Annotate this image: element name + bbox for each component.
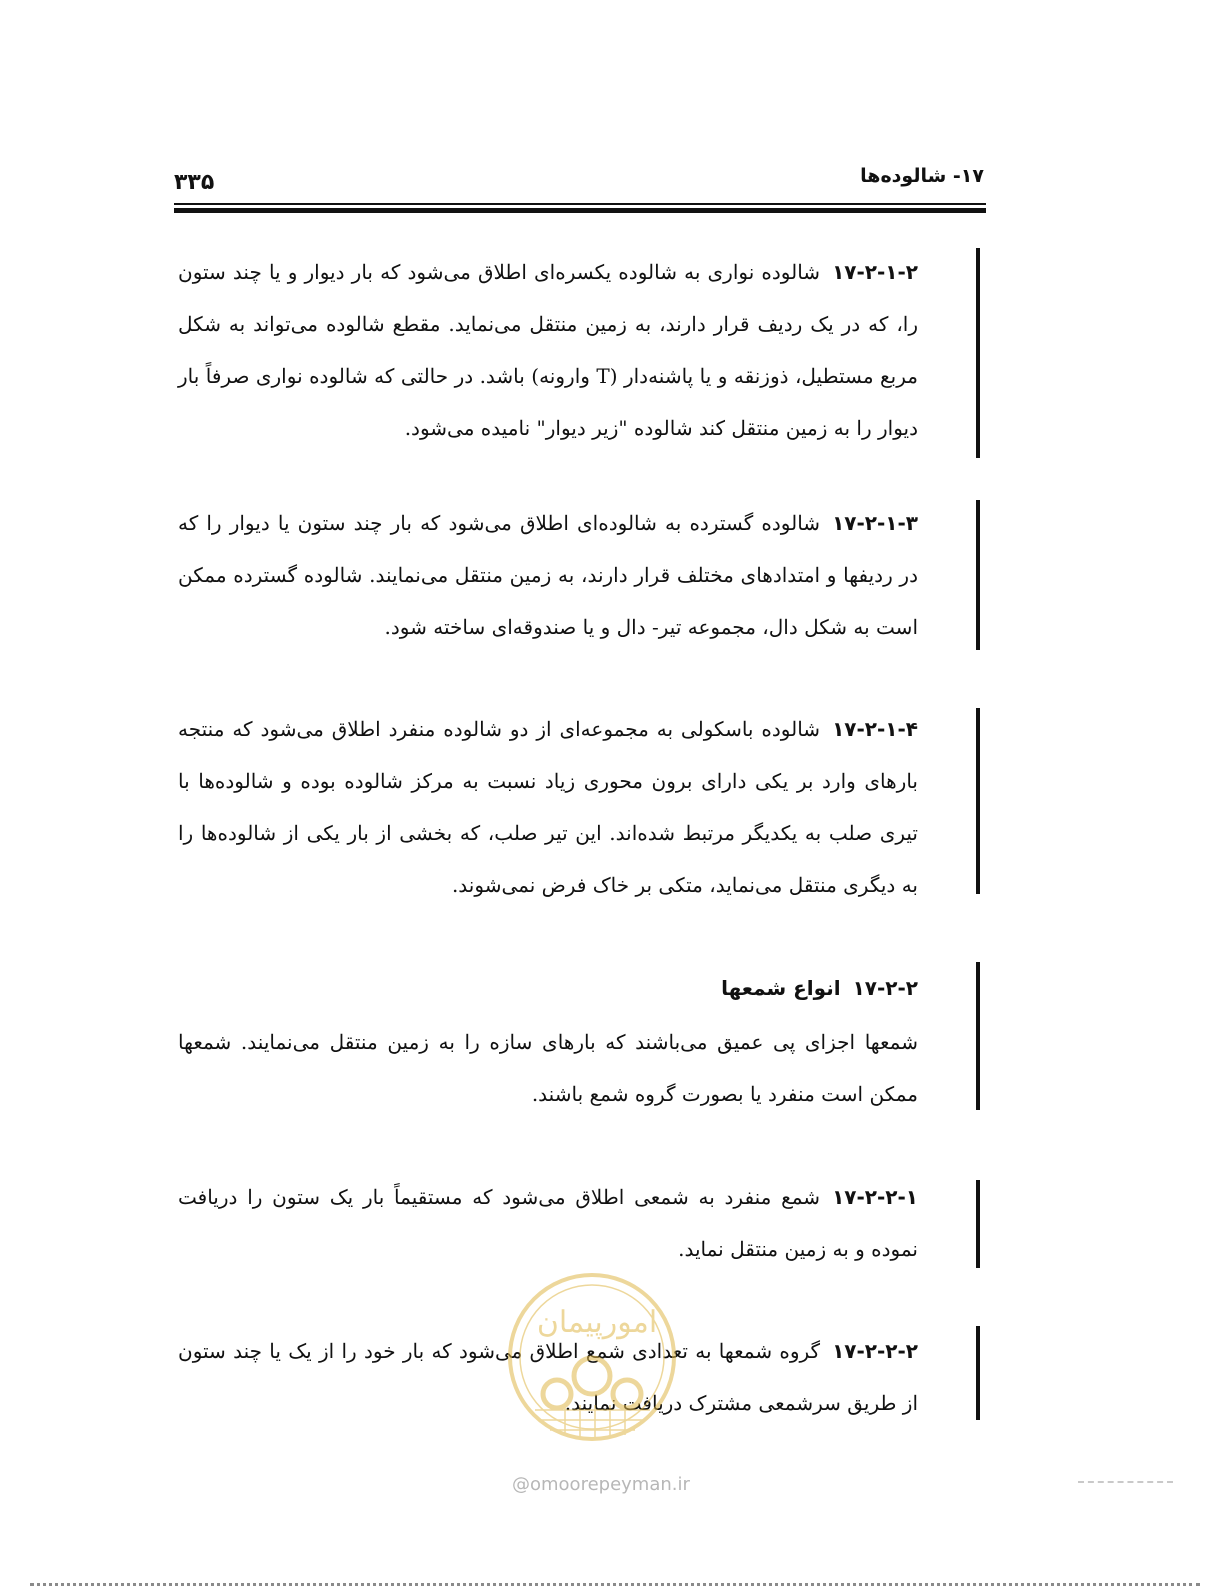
page-number: ۳۳۵	[174, 170, 215, 195]
section-text: شالوده نواری به شالوده یکسره‌ای اطلاق می‌شود که بار دیوار و یا چند ستون را، که در یک ردیف قرار دارند، به زمین منتقل می‌نماید. مقطع شالوده می‌تواند به شکل مربع مستطیل، ذوزنقه و یا پاشنه‌دار (T وارونه) باشد. در حالتی که شالوده نواری صرفاً بار دیوار را به زمین منتقل کند شالوده "زیر دیوار" نامیده می‌شود.	[178, 260, 918, 440]
chapter-header-title: ۱۷- شالوده‌ها	[860, 165, 984, 187]
section-text: شمعها اجزای پی عمیق می‌باشند که بارهای سازه را به زمین منتقل می‌نمایند. شمعها ممکن است منفرد یا بصورت گروه شمع باشند.	[178, 1030, 918, 1106]
change-bar	[976, 248, 980, 458]
section-number: ۱۷-۲-۱-۴	[832, 717, 918, 741]
section-17-2-2-body	[178, 1016, 918, 1120]
section-17-2-1-2	[178, 246, 918, 454]
change-bar	[976, 962, 980, 1110]
section-number: ۱۷-۲-۲-۱	[832, 1185, 918, 1209]
scan-dash-mark	[1078, 1481, 1173, 1483]
section-text: گروه شمعها به تعدادی شمع اطلاق می‌شود که بار خود را از یک یا چند ستون از طریق سرشمعی مشترک دریافت نمایند.	[178, 1339, 918, 1415]
section-17-2-1-4	[178, 703, 918, 911]
svg-text:امورپیمان: امورپیمان	[536, 1305, 658, 1340]
section-number: ۱۷-۲-۱-۲	[832, 260, 918, 284]
section-heading: انواع شمعها	[721, 976, 841, 1000]
section-number: ۱۷-۲-۲-۲	[832, 1339, 918, 1363]
header-rule-thin	[174, 203, 986, 205]
scan-bottom-noise	[30, 1583, 1200, 1586]
change-bar	[976, 1326, 980, 1420]
section-text: شالوده گسترده به شالوده‌ای اطلاق می‌شود که بار چند ستون یا دیوار را که در ردیفها و امتدادهای مختلف قرار دارند، به زمین منتقل می‌نمایند. شالوده گسترده ممکن است به شکل دال، مجموعه تیر- دال و یا صندوقه‌ای ساخته شود.	[178, 511, 918, 639]
section-17-2-2-2	[178, 1325, 918, 1429]
header-rule-thick	[174, 208, 986, 213]
section-17-2-2-heading	[178, 962, 918, 1014]
section-17-2-2-1	[178, 1171, 918, 1275]
watermark-site: @omoorepeyman.ir	[512, 1474, 690, 1495]
section-number: ۱۷-۲-۲	[852, 976, 918, 1000]
change-bar	[976, 500, 980, 650]
section-17-2-1-3	[178, 497, 918, 653]
section-text: شالوده باسکولی به مجموعه‌ای از دو شالوده منفرد اطلاق می‌شود که منتجه بارهای وارد بر یکی دارای برون محوری زیاد نسبت به مرکز شالوده بوده و شالوده‌ها با تیری صلب به یکدیگر مرتبط شده‌اند. این تیر صلب، که بخشی از بار یکی از شالوده‌ها را به دیگری منتقل می‌نماید، متکی بر خاک فرض نمی‌شوند.	[178, 717, 918, 897]
section-text: شمع منفرد به شمعی اطلاق می‌شود که مستقیماً بار یک ستون را دریافت نموده و به زمین منتقل نماید.	[178, 1185, 918, 1261]
section-number: ۱۷-۲-۱-۳	[832, 511, 918, 535]
change-bar	[976, 1180, 980, 1268]
change-bar	[976, 708, 980, 894]
